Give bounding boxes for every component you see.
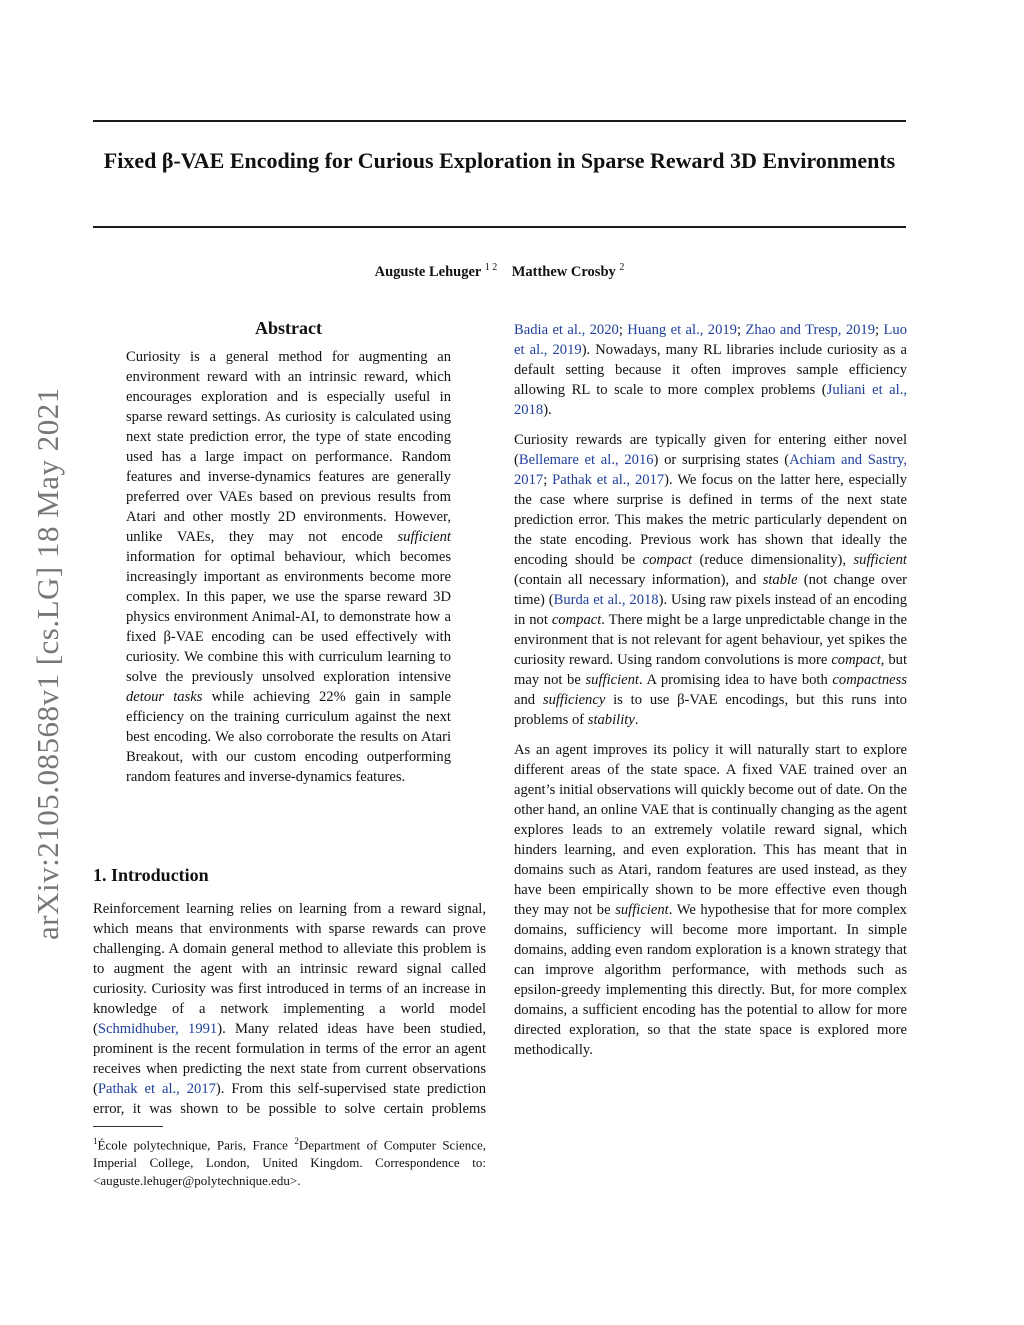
citation-link[interactable]: Schmidhuber, 1991 <box>97 1021 218 1037</box>
title-bottom-rule <box>93 226 906 228</box>
author-name: Matthew Crosby <box>511 263 616 280</box>
citation-link[interactable]: Achiam and Sastry, 2017 <box>514 452 907 488</box>
arxiv-identifier: arXiv:2105.08568v1 [cs.LG] 18 May 2021 <box>30 387 65 940</box>
paper-title: Fixed β-VAE Encoding for Curious Exploration in Sparse Reward 3D Environments <box>103 148 896 173</box>
abstract-paragraph: Curiosity is a general method for augmenting an environment reward with an intrinsic reward, which encourages exploration and is especially useful in sparse reward settings. As curiosity is calculated using next state prediction error, the type of state encoding used has a large impact on performance. Random features and inverse-dynamics features are generally preferred over VAEs based on previous results from Atari and other mostly 2D environments. However, unlike VAEs, they may not encode sufficient information for optimal behaviour, which becomes increasingly important as environments become more complex. In this paper, we use the sparse reward 3D physics environment Animal-AI, to demonstrate how a fixed β-VAE encoding can be used effectively with curiosity. We combine this with curriculum learning to solve the previously unsolved exploration intensive detour tasks while achieving 22% gain in sample efficiency on the training curriculum against the next best encoding. We also corroborate the results on Atari Breakout, with our custom encoding outperforming random features and inverse-dynamics features. <box>126 349 451 785</box>
abstract-heading: Abstract <box>255 318 322 338</box>
intro-column-left <box>93 899 486 1121</box>
author-affiliation: 1 2 <box>484 262 498 273</box>
citation-link[interactable]: Badia et al., 2020 <box>514 322 619 338</box>
intro-column-right <box>514 320 907 1210</box>
abstract-body <box>126 347 451 797</box>
author-list <box>93 262 906 281</box>
intro-paragraph-2: Curiosity rewards are typically given for entering either novel (Bellemare et al., 2016) or surprising states (Achiam and Sastry, 2017; Pathak et al., 2017). We focus on the latter here, especially the case where surprise is defined in terms of the next state prediction error. This makes the metric particularly dependent on the state encoding. Previous work has shown that ideally the encoding should be compact (reduce dimensionality), sufficient (contain all necessary information), and stable (not change over time) (Burda et al., 2018). Using raw pixels instead of an encoding in not compact. There might be a large unpredictable change in the environment that is not relevant for agent behaviour, yet spikes the curiosity reward. Using random convolutions is more compact, but may not be sufficient. A promising idea to have both compactness and sufficiency is to use β-VAE encodings, but this runs into problems of stability. <box>514 432 907 728</box>
citation-link[interactable]: Zhao and Tresp, 2019 <box>745 322 876 338</box>
top-rule <box>93 120 906 122</box>
citation-link[interactable]: Burda et al., 2018 <box>553 592 659 608</box>
author-name: Auguste Lehuger <box>374 263 482 280</box>
citation-link[interactable]: Luo et al., 2019 <box>514 322 907 358</box>
citation-link[interactable]: Pathak et al., 2017 <box>97 1081 216 1097</box>
intro-paragraph-1-continued: Badia et al., 2020; Huang et al., 2019; Zhao and Tresp, 2019; Luo et al., 2019). Nowadays, many RL libraries include curiosity as a default setting because it often improves sample efficiency allowing RL to scale to more complex problems (Juliani et al., 2018). <box>514 322 907 418</box>
citation-link[interactable]: Juliani et al., 2018 <box>514 382 907 418</box>
citation-link[interactable]: Pathak et al., 2017 <box>552 472 665 488</box>
author-affiliation: 2 <box>619 262 625 273</box>
footnote: $^1$École polytechnique, Paris, France $^2$Department of Computer Science, Imperial College, London, United Kingdom. Correspondence to: <auguste.lehuger@polytechnique.edu>. <box>93 1136 487 1189</box>
citation-link[interactable]: Bellemare et al., 2016 <box>518 452 654 468</box>
intro-paragraph-3: As an agent improves its policy it will naturally start to explore different areas of the state space. A fixed VAE trained over an agent’s initial observations will quickly become out of date. On the other hand, an online VAE that is continually changing as the agent explores leads to an extremely volatile reward signal, which hinders learning, and even exploration. This has meant that in domains such as Atari, random features are used instead, as they have been empirically shown to be more effective even though they may not be sufficient. We hypothesise that for more complex domains, sufficiency will become more important. In simple domains, adding even random exploration is a known strategy that can improve algorithm performance, with methods such as epsilon-greedy implementing this directly. But, for more complex domains, a sufficient encoding has the potential to allow for more directed exploration, so that the state space is explored more methodically. <box>514 742 907 1058</box>
section-heading-introduction: 1. Introduction <box>93 865 209 885</box>
intro-paragraph-1: Reinforcement learning relies on learning from a reward signal, which means that environments with sparse rewards can prove challenging. A domain general method to alleviate this problem is to augment the agent with an intrinsic reward signal called curiosity. Curiosity was first introduced in terms of an increase in knowledge of a network implementing a world model (Schmidhuber, 1991). Many related ideas have been studied, prominent is the recent formulation in terms of the error an agent receives when predicting the next state from current observations (Pathak et al., 2017). From this self-supervised state prediction error, it was shown to be possible to solve certain problems <box>93 901 486 1117</box>
citation-link[interactable]: Huang et al., 2019 <box>627 322 737 338</box>
footnote-rule <box>93 1126 163 1127</box>
